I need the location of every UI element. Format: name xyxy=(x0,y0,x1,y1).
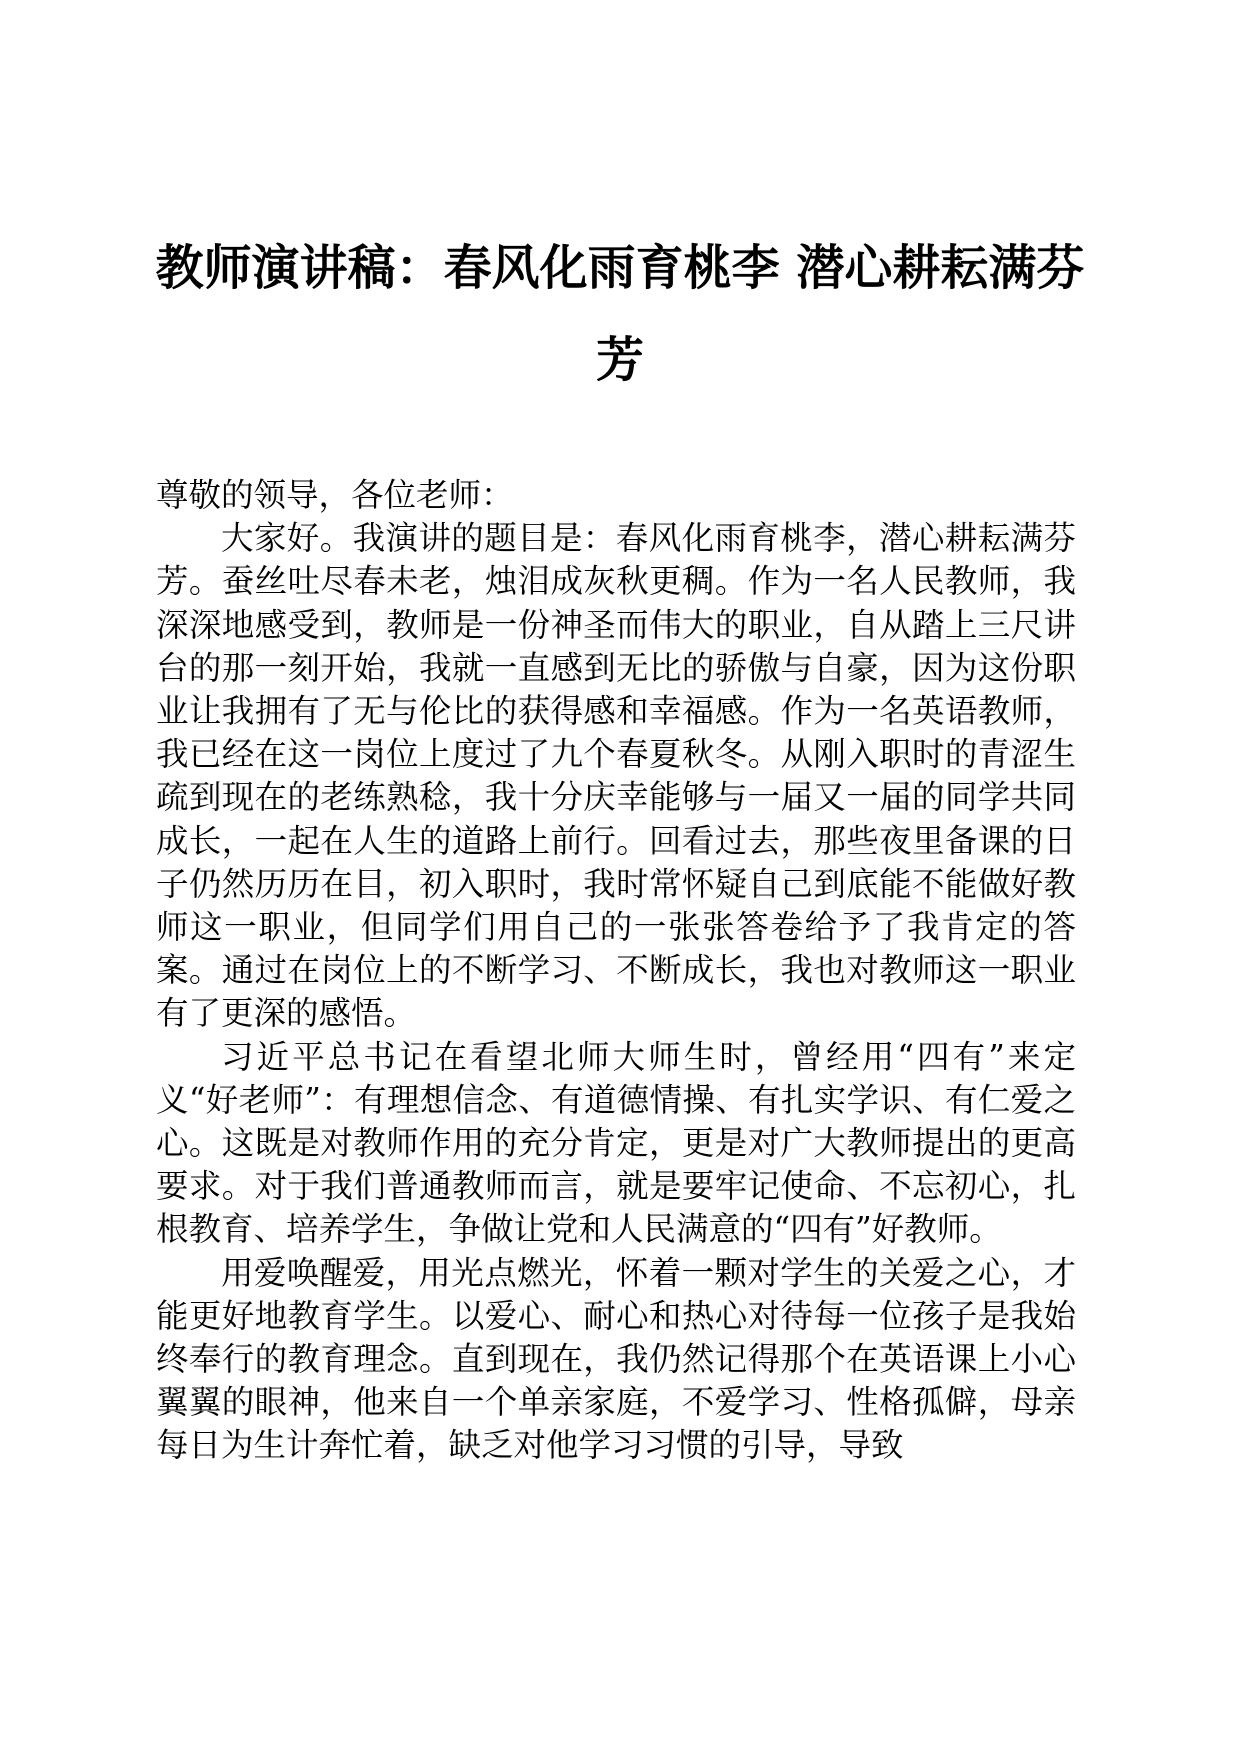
greeting-line: 尊敬的领导，各位老师： xyxy=(156,476,514,514)
paragraph-3: 用爱唤醒爱，用光点燃光，怀着一颗对学生的关爱之心，才能更好地教育学生。以爱心、耐心和热心对待每一位孩子是我始终奉行的教育理念。直到现在，我仍然记得那个在英语课上小心翼翼的眼神，他来自一个单亲家庭，不爱学习、性格孤僻，母亲每日为生计奔忙着，缺乏对他学习习惯的引导，导致 xyxy=(156,1253,1076,1465)
paragraph-2: 习近平总书记在看望北师大师生时，曾经用“四有”来定义“好老师”：有理想信念、有道德情操、有扎实学识、有仁爱之心。这既是对教师作用的充分肯定，更是对广大教师提出的更高要求。对于我们普通教师而言，就是要牢记使命、不忘初心，扎根教育、培养学生，争做让党和人民满意的“四有”好教师。 xyxy=(156,1037,1076,1249)
paragraph-1: 大家好。我演讲的题目是：春风化雨育桃李，潜心耕耘满芬芳。蚕丝吐尽春未老，烛泪成灰秋更稠。作为一名人民教师，我深深地感受到，教师是一份神圣而伟大的职业，自从踏上三尺讲台的那一刻开始，我就一直感到无比的骄傲与自豪，因为这份职业让我拥有了无与伦比的获得感和幸福感。作为一名英语教师，我已经在这一岗位上度过了九个春夏秋冬。从刚入职时的青涩生疏到现在的老练熟稔，我十分庆幸能够与一届又一届的同学共同成长，一起在人生的道路上前行。回看过去，那些夜里备课的日子仍然历历在目，初入职时，我时常怀疑自己到底能不能做好教师这一职业，但同学们用自己的一张张答卷给予了我肯定的答案。通过在岗位上的不断学习、不断成长，我也对教师这一职业有了更深的感悟。 xyxy=(156,519,1076,1033)
document-title: 教师演讲稿：春风化雨育桃李 潜心耕耘满芬芳 xyxy=(155,240,1085,388)
document-body xyxy=(156,474,1076,1468)
